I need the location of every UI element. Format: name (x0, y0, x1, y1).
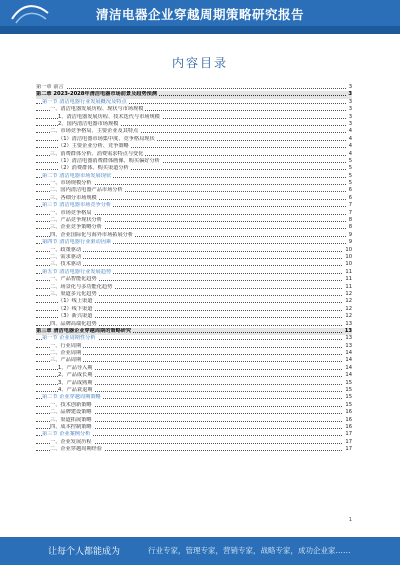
toc-entry-label: 第三节 企业案例分析 (42, 431, 91, 438)
toc-entry-page: 8 (348, 217, 352, 224)
toc-entry[interactable] (36, 402, 352, 409)
toc-entry[interactable] (36, 424, 352, 431)
toc-leader-dots (36, 265, 352, 266)
toc-entry-label: （2）线下渠道 (58, 305, 93, 312)
toc-entry-label: 2、国内清洁电器市场规模 (58, 120, 119, 127)
toc-entry[interactable] (36, 350, 352, 357)
report-title: 清洁电器企业穿越周期策略研究报告 (95, 7, 304, 22)
toc-entry[interactable] (36, 239, 352, 246)
toc-entry-label: 三、渠道拓展策略 (50, 416, 92, 423)
toc-entry-page: 15 (345, 394, 352, 401)
toc-entry-label: 一、清洁电器发展历程、现状与市场规模 (50, 106, 144, 113)
toc-entry-label: 四、企业国际化与海外市场拓展分析 (50, 231, 134, 238)
toc-leader-dots (36, 354, 352, 355)
toc-entry-label: 4、产品衰退期 (58, 387, 93, 394)
toc-entry-page: 16 (345, 416, 352, 423)
toc-entry[interactable] (36, 151, 352, 158)
toc-entry-page: 4 (348, 143, 352, 150)
toc-entry-label: 一、市场规模分析 (50, 180, 92, 187)
toc-entry-page: 8 (348, 224, 352, 231)
toc-entry[interactable] (36, 387, 352, 394)
toc-entry[interactable] (36, 409, 352, 416)
toc-entry-label: 二、国内清洁电器产品市场分析 (50, 187, 123, 194)
toc-entry[interactable] (36, 343, 352, 350)
toc-entry[interactable] (36, 372, 352, 379)
toc-heading: 内容目录 (171, 56, 228, 70)
toc-entry-page: 13 (345, 335, 352, 342)
toc-entry-page: 9 (348, 231, 352, 238)
toc-entry-page: 5 (348, 172, 352, 179)
toc-entry-label: 第一章 前言 (36, 84, 64, 90)
toc-entry-page: 3 (348, 120, 352, 127)
toc-entry-page: 3 (348, 106, 352, 113)
toc-entry[interactable] (36, 321, 352, 328)
toc-entry-page: 10 (345, 246, 352, 253)
toc-entry[interactable] (36, 195, 352, 202)
toc-entry[interactable] (36, 84, 352, 91)
toc-entry-page: 12 (345, 298, 352, 305)
toc-entry-page: 12 (345, 290, 352, 297)
toc-entry-label: （3）新兴渠道 (58, 313, 93, 320)
toc-entry-label: 3、产品成熟期 (58, 379, 93, 386)
toc-entry-label: 二、企业穿越周期经验 (50, 446, 102, 453)
toc-entry-label: 第一节 企业周期性分析 (42, 335, 96, 342)
toc-entry-page: 14 (345, 372, 352, 379)
toc-entry[interactable] (36, 276, 352, 283)
toc-entry-label: 三、各细分市场规模 (50, 194, 97, 201)
toc-entry-label: 一、市场竞争格局 (50, 209, 92, 216)
toc-entry[interactable] (36, 210, 352, 217)
toc-entry[interactable] (36, 380, 352, 387)
toc-entry[interactable] (36, 202, 352, 209)
toc-entry[interactable] (36, 224, 352, 231)
toc-entry-label: 第三章 清洁电器企业穿越周期的策略研究 (36, 327, 132, 334)
table-of-contents (36, 84, 352, 454)
toc-entry-label: 一、技术创新策略 (50, 401, 92, 408)
toc-entry-page: 13 (345, 320, 352, 327)
toc-entry-label: 二、产品竞争现状分析 (50, 217, 102, 224)
toc-leader-dots (36, 251, 352, 252)
toc-entry[interactable] (36, 431, 352, 438)
toc-entry[interactable] (36, 328, 352, 335)
toc-entry[interactable] (36, 365, 352, 372)
toc-entry[interactable] (36, 269, 352, 276)
toc-entry-page: 4 (348, 135, 352, 142)
header-band (0, 26, 400, 34)
toc-entry-label: （1）清洁电器市场集中度、竞争格局现状 (58, 135, 155, 142)
toc-entry-label: （2）主要企业分析、竞争策略 (58, 143, 129, 150)
toc-entry-page: 13 (344, 327, 352, 334)
toc-entry-page: 9 (348, 239, 352, 246)
toc-entry-page: 3 (348, 98, 352, 105)
toc-entry[interactable] (36, 106, 352, 113)
toc-entry-label: 2、产品成长期 (58, 372, 93, 379)
toc-entry[interactable] (36, 417, 352, 424)
toc-entry-label: 四、成本控制策略 (50, 423, 92, 430)
footer-slogan: 让每个人都能成为 (48, 547, 121, 557)
toc-entry-label: 第二节 清洁电器市场发展现状 (42, 172, 112, 179)
toc-entry-label: 1、清洁电器发展历程、技术迭代与市场规模 (58, 113, 160, 120)
toc-entry-page: 17 (345, 431, 352, 438)
toc-entry-label: 一、政策驱动 (50, 246, 82, 253)
toc-entry-page: 15 (345, 401, 352, 408)
footer-tagline: 行业专家，管理专家，营销专家，战略专家，成功企业家…… (148, 546, 351, 555)
toc-entry-label: （1）线上渠道 (58, 298, 93, 305)
toc-entry-page: 16 (345, 423, 352, 430)
toc-entry-label: 第五节 清洁电器行业发展趋势 (42, 268, 112, 275)
toc-entry[interactable] (36, 439, 352, 446)
footer-bar (0, 537, 400, 565)
toc-entry-label: 第二节 企业穿越周期策略 (42, 394, 101, 401)
toc-entry[interactable] (36, 165, 352, 172)
toc-entry-page: 4 (348, 128, 352, 135)
toc-entry-page: 5 (348, 165, 352, 172)
toc-entry[interactable] (36, 128, 352, 135)
toc-entry[interactable] (36, 261, 352, 268)
toc-entry-page: 14 (345, 357, 352, 364)
toc-entry-page: 5 (348, 157, 352, 164)
toc-entry-label: 第二章 2023-2028年清洁电器市场前景及趋势预测 (36, 91, 158, 98)
toc-entry-label: 二、企业周期 (50, 350, 82, 357)
toc-entry[interactable] (36, 232, 352, 239)
toc-entry[interactable] (36, 91, 352, 98)
toc-entry[interactable] (36, 306, 352, 313)
toc-entry[interactable] (36, 136, 352, 143)
toc-entry-page: 10 (345, 261, 352, 268)
toc-entry-label: 三、企业竞争策略分析 (50, 224, 102, 231)
toc-entry[interactable] (36, 284, 352, 291)
toc-entry[interactable] (36, 254, 352, 261)
toc-entry[interactable] (36, 187, 352, 194)
toc-entry-page: 10 (345, 253, 352, 260)
toc-entry-page: 6 (348, 187, 352, 194)
toc-entry-label: 四、品牌高端化趋势 (50, 320, 97, 327)
toc-entry-page: 5 (348, 180, 352, 187)
toc-entry-page: 6 (348, 194, 352, 201)
toc-entry-page: 4 (348, 150, 352, 157)
page-number: 1 (348, 517, 352, 523)
toc-entry-label: 一、企业发展历程 (50, 438, 92, 445)
header-bar (0, 0, 400, 34)
toc-entry[interactable] (36, 99, 352, 106)
toc-entry[interactable] (36, 217, 352, 224)
toc-entry-page: 14 (345, 364, 352, 371)
toc-entry-label: 一、行业周期 (50, 342, 82, 349)
toc-entry[interactable] (36, 180, 352, 187)
toc-entry-page: 14 (345, 350, 352, 357)
toc-leader-dots (36, 361, 352, 362)
toc-entry-label: 二、市场竞争格局、主要企业及其特点 (50, 128, 139, 135)
toc-leader-dots (36, 88, 352, 89)
toc-entry-page: 11 (345, 283, 352, 290)
toc-entry-label: 一、产品智能化趋势 (50, 276, 97, 283)
toc-entry-label: 三、产品周期 (50, 357, 82, 364)
toc-entry[interactable] (36, 335, 352, 342)
toc-entry-page: 7 (348, 209, 352, 216)
toc-entry[interactable] (36, 357, 352, 364)
toc-entry-page: 3 (348, 91, 352, 98)
toc-entry[interactable] (36, 121, 352, 128)
toc-entry-page: 12 (345, 305, 352, 312)
toc-entry-page: 17 (345, 446, 352, 453)
toc-entry-label: 第一节 清洁电器行业发展概况及特点 (42, 98, 127, 105)
toc-entry[interactable] (36, 446, 352, 453)
toc-entry-label: 1、产品导入期 (58, 364, 93, 371)
toc-entry-page: 13 (345, 342, 352, 349)
toc-entry[interactable] (36, 313, 352, 320)
toc-entry-page: 3 (348, 84, 352, 90)
toc-entry-label: 三、渠道多元化趋势 (50, 290, 97, 297)
toc-entry-page: 17 (345, 438, 352, 445)
toc-entry-page: 12 (345, 313, 352, 320)
toc-entry-label: 三、技术驱动 (50, 261, 82, 268)
toc-entry-label: 二、场景化与多功能化趋势 (50, 283, 113, 290)
toc-entry[interactable] (36, 298, 352, 305)
toc-entry[interactable] (36, 143, 352, 150)
toc-entry-page: 15 (345, 379, 352, 386)
toc-entry-page: 7 (348, 202, 352, 209)
toc-entry-page: 11 (345, 276, 352, 283)
toc-entry[interactable] (36, 173, 352, 180)
toc-entry-label: 第三节 清洁电器市场竞争分析 (42, 202, 112, 209)
toc-entry-label: 第四节 清洁电器行业驱动因素 (42, 239, 112, 246)
toc-leader-dots (36, 347, 352, 348)
toc-entry-label: 二、品牌建设策略 (50, 409, 92, 416)
toc-leader-dots (36, 258, 352, 259)
toc-entry[interactable] (36, 394, 352, 401)
toc-entry-label: （1）清洁电器消费群体画像、购买偏好分析 (58, 157, 160, 164)
toc-entry[interactable] (36, 247, 352, 254)
toc-entry[interactable] (36, 291, 352, 298)
toc-entry[interactable] (36, 158, 352, 165)
toc-entry-label: 二、需求驱动 (50, 253, 82, 260)
toc-entry-page: 3 (348, 113, 352, 120)
toc-entry-label: （2）消费群体、购买渠道分析 (58, 165, 129, 172)
toc-entry-label: 三、消费群体分析、消费需求特点与变化 (50, 150, 144, 157)
toc-entry[interactable] (36, 114, 352, 121)
toc-entry-page: 11 (345, 268, 352, 275)
toc-entry-page: 16 (345, 409, 352, 416)
toc-entry-page: 15 (345, 387, 352, 394)
